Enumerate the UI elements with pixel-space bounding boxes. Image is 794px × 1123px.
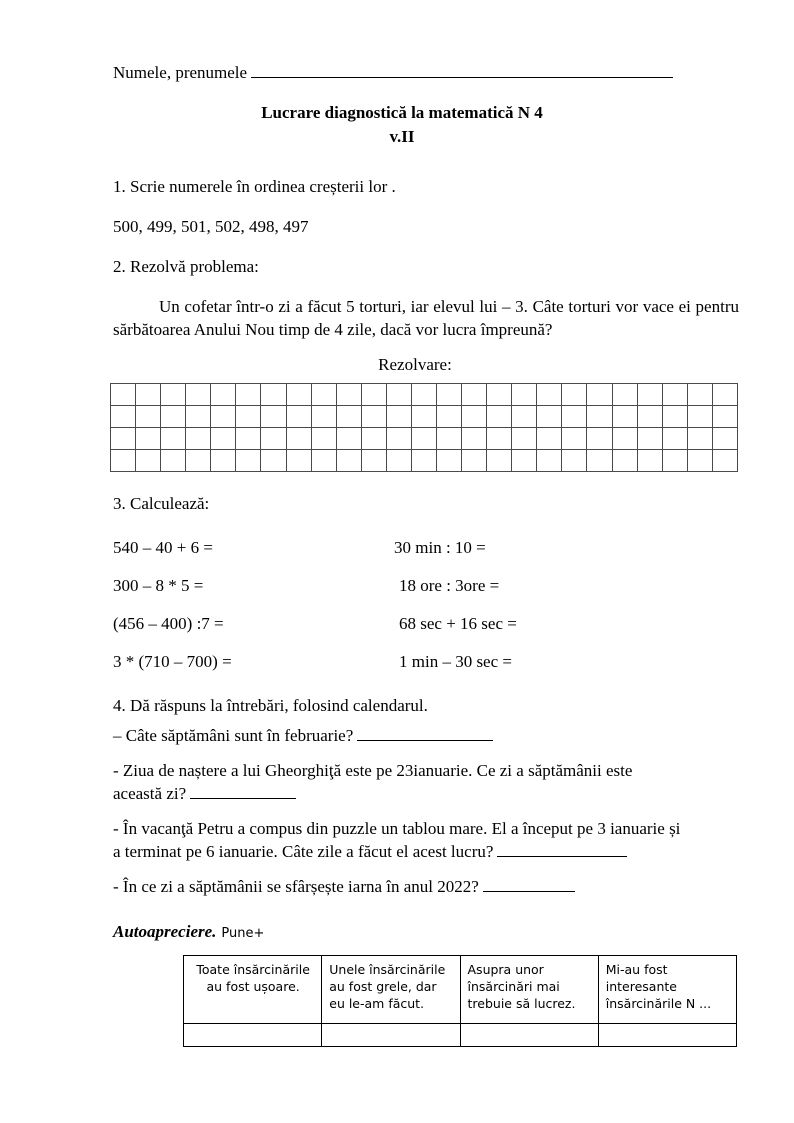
self-assessment-heading bbox=[113, 922, 739, 944]
task-4-answer-rule-1[interactable] bbox=[357, 728, 493, 741]
answer-grid-cell[interactable] bbox=[712, 450, 737, 472]
answer-grid-cell[interactable] bbox=[437, 384, 462, 406]
task-4-question-4-text: - În ce zi a săptămânii se sfârșește iarna în anul 2022? bbox=[113, 877, 479, 896]
self-assessment-table-wrapper bbox=[183, 955, 739, 1047]
answer-grid-cell[interactable] bbox=[437, 450, 462, 472]
self-assessment-option-3: Asupra unor însărcinări mai trebuie să lucrez. bbox=[460, 956, 598, 1024]
answer-grid-cell[interactable] bbox=[261, 450, 286, 472]
answer-grid-cell[interactable] bbox=[587, 450, 612, 472]
task-4-question-2-line-2 bbox=[113, 782, 739, 805]
table-row bbox=[184, 956, 737, 1024]
answer-grid-cell[interactable] bbox=[111, 406, 136, 428]
answer-grid-cell[interactable] bbox=[361, 428, 386, 450]
task-4-answer-rule-4[interactable] bbox=[483, 879, 575, 892]
answer-grid-cell[interactable] bbox=[512, 384, 537, 406]
answer-grid-cell[interactable] bbox=[386, 384, 411, 406]
answer-grid-cell[interactable] bbox=[211, 384, 236, 406]
answer-grid-cell[interactable] bbox=[462, 450, 487, 472]
answer-grid-cell[interactable] bbox=[311, 450, 336, 472]
answer-grid-cell[interactable] bbox=[161, 384, 186, 406]
answer-grid-cell[interactable] bbox=[411, 384, 436, 406]
answer-grid-cell[interactable] bbox=[637, 384, 662, 406]
answer-grid-cell[interactable] bbox=[311, 384, 336, 406]
self-assessment-option-1: Toate însărcinările au fost ușoare. bbox=[184, 956, 322, 1024]
answer-grid-cell[interactable] bbox=[712, 384, 737, 406]
calc-left-expression: 300 – 8 * 5 = bbox=[113, 576, 204, 595]
answer-grid-cell[interactable] bbox=[386, 428, 411, 450]
answer-grid-cell[interactable] bbox=[411, 406, 436, 428]
answer-grid-cell[interactable] bbox=[236, 384, 261, 406]
answer-grid-row bbox=[111, 406, 738, 428]
answer-grid-cell[interactable] bbox=[637, 450, 662, 472]
answer-grid-cell[interactable] bbox=[336, 406, 361, 428]
answer-grid-cell[interactable] bbox=[662, 406, 687, 428]
answer-grid-cell[interactable] bbox=[487, 406, 512, 428]
answer-grid-cell[interactable] bbox=[386, 450, 411, 472]
calc-left-expression: (456 – 400) :7 = bbox=[113, 614, 224, 633]
task-4-question-2 bbox=[113, 759, 739, 805]
answer-grid-cell[interactable] bbox=[587, 428, 612, 450]
answer-grid-cell[interactable] bbox=[662, 428, 687, 450]
answer-grid-cell[interactable] bbox=[462, 428, 487, 450]
task-4-question-1-text: – Câte săptămâni sunt în februarie? bbox=[113, 726, 354, 745]
answer-grid-cell[interactable] bbox=[587, 406, 612, 428]
answer-grid-cell[interactable] bbox=[136, 406, 161, 428]
answer-grid-cell[interactable] bbox=[411, 428, 436, 450]
calc-left-expression: 3 * (710 – 700) = bbox=[113, 652, 232, 671]
task-2-answer-grid[interactable] bbox=[110, 383, 738, 472]
answer-grid-cell[interactable] bbox=[336, 428, 361, 450]
answer-grid-cell[interactable] bbox=[537, 450, 562, 472]
answer-grid-cell[interactable] bbox=[186, 406, 211, 428]
answer-grid-cell[interactable] bbox=[612, 450, 637, 472]
answer-grid-cell[interactable] bbox=[361, 384, 386, 406]
calc-row bbox=[113, 574, 739, 597]
answer-grid-cell[interactable] bbox=[261, 428, 286, 450]
self-assessment-label: Autoapreciere. bbox=[113, 922, 217, 941]
answer-grid-cell[interactable] bbox=[286, 450, 311, 472]
answer-grid-cell[interactable] bbox=[311, 406, 336, 428]
task-2-answer-grid-wrapper bbox=[110, 383, 739, 472]
title-line-1: Lucrare diagnostică la matematică N 4 bbox=[261, 103, 543, 122]
answer-grid-cell[interactable] bbox=[637, 428, 662, 450]
task-1-numbers: 500, 499, 501, 502, 498, 497 bbox=[113, 217, 309, 236]
self-assessment-checkbox-cell-4[interactable] bbox=[598, 1024, 736, 1047]
answer-grid-cell[interactable] bbox=[662, 450, 687, 472]
answer-grid-cell[interactable] bbox=[136, 450, 161, 472]
calc-left-expression: 540 – 40 + 6 = bbox=[113, 538, 213, 557]
self-assessment-checkbox-cell-3[interactable] bbox=[460, 1024, 598, 1047]
task-1-prompt: 1. Scrie numerele în ordinea creșterii lor . bbox=[113, 177, 396, 196]
answer-grid-cell[interactable] bbox=[712, 428, 737, 450]
answer-grid-cell[interactable] bbox=[512, 450, 537, 472]
answer-grid-cell[interactable] bbox=[437, 428, 462, 450]
answer-grid-row bbox=[111, 428, 738, 450]
calc-right-expression: 30 min : 10 = bbox=[394, 538, 486, 557]
task-4-question-3-text-end: a terminat pe 6 ianuarie. Câte zile a făcut el acest lucru? bbox=[113, 842, 494, 861]
student-name-row bbox=[113, 62, 739, 84]
answer-grid-cell[interactable] bbox=[211, 450, 236, 472]
task-4-question-3-line-2 bbox=[113, 840, 739, 863]
answer-grid-cell[interactable] bbox=[336, 450, 361, 472]
answer-grid-cell[interactable] bbox=[211, 428, 236, 450]
task-2-rezolvare-label: Rezolvare: bbox=[378, 355, 452, 374]
answer-grid-cell[interactable] bbox=[687, 428, 712, 450]
task-4-question-2-line-1: - Ziua de naștere a lui Gheorghiţă este pe 23ianuarie. Ce zi a săptămânii este bbox=[113, 761, 633, 780]
self-assessment-option-2: Unele însărcinările au fost grele, dar eu le-am făcut. bbox=[322, 956, 460, 1024]
answer-grid-cell[interactable] bbox=[537, 384, 562, 406]
student-name-label: Numele, prenumele bbox=[113, 63, 248, 82]
answer-grid-cell[interactable] bbox=[487, 428, 512, 450]
task-4-answer-rule-3[interactable] bbox=[497, 844, 627, 857]
answer-grid-cell[interactable] bbox=[186, 450, 211, 472]
answer-grid-cell[interactable] bbox=[361, 450, 386, 472]
answer-grid-cell[interactable] bbox=[512, 428, 537, 450]
answer-grid-cell[interactable] bbox=[487, 384, 512, 406]
task-4-prompt: 4. Dă răspuns la întrebări, folosind calendarul. bbox=[113, 696, 428, 715]
answer-grid-cell[interactable] bbox=[161, 450, 186, 472]
title-line-2: v.II bbox=[389, 127, 415, 146]
answer-grid-cell[interactable] bbox=[186, 428, 211, 450]
task-4-question-4 bbox=[113, 875, 739, 898]
answer-grid-cell[interactable] bbox=[136, 384, 161, 406]
answer-grid-cell[interactable] bbox=[236, 406, 261, 428]
answer-grid-cell[interactable] bbox=[562, 406, 587, 428]
self-assessment-checkbox-cell-1[interactable] bbox=[184, 1024, 322, 1047]
self-assessment-checkbox-cell-2[interactable] bbox=[322, 1024, 460, 1047]
calc-row bbox=[113, 650, 739, 673]
answer-grid-cell[interactable] bbox=[111, 428, 136, 450]
self-assessment-table bbox=[183, 955, 737, 1047]
task-2-problem-text: Un cofetar într-o zi a făcut 5 torturi, iar elevul lui – 3. Câte torturi vor vace ei pentru sărbătoarea Anului Nou timp de 4 zile, dacă vor lucra împreună? bbox=[113, 297, 739, 339]
calc-row bbox=[113, 612, 739, 635]
answer-grid-cell[interactable] bbox=[261, 406, 286, 428]
answer-grid-cell[interactable] bbox=[462, 384, 487, 406]
answer-grid-row bbox=[111, 450, 738, 472]
table-row bbox=[184, 1024, 737, 1047]
answer-grid-row bbox=[111, 384, 738, 406]
student-name-input-rule[interactable] bbox=[251, 64, 673, 78]
answer-grid-cell[interactable] bbox=[662, 384, 687, 406]
answer-grid-cell[interactable] bbox=[286, 384, 311, 406]
answer-grid-cell[interactable] bbox=[437, 406, 462, 428]
answer-grid-cell[interactable] bbox=[537, 428, 562, 450]
answer-grid-cell[interactable] bbox=[336, 384, 361, 406]
answer-grid-cell[interactable] bbox=[261, 384, 286, 406]
answer-grid-cell[interactable] bbox=[111, 384, 136, 406]
task-3-prompt: 3. Calculează: bbox=[113, 494, 210, 513]
answer-grid-cell[interactable] bbox=[286, 406, 311, 428]
answer-grid-cell[interactable] bbox=[462, 406, 487, 428]
answer-grid-cell[interactable] bbox=[161, 406, 186, 428]
calc-right-expression: 18 ore : 3ore = bbox=[399, 576, 500, 595]
task-2-prompt: 2. Rezolvă problema: bbox=[113, 257, 259, 276]
task-4-question-2-text-end: această zi? bbox=[113, 784, 187, 803]
answer-grid-cell[interactable] bbox=[386, 406, 411, 428]
answer-grid-cell[interactable] bbox=[186, 384, 211, 406]
answer-grid-cell[interactable] bbox=[562, 384, 587, 406]
calc-right-expression: 68 sec + 16 sec = bbox=[399, 614, 517, 633]
task-4-question-3-line-1: - În vacanţă Petru a compus din puzzle un tablou mare. El a început pe 3 ianuarie și bbox=[113, 819, 681, 838]
answer-grid-cell[interactable] bbox=[236, 450, 261, 472]
answer-grid-cell[interactable] bbox=[687, 406, 712, 428]
answer-grid-cell[interactable] bbox=[587, 384, 612, 406]
calc-right-expression: 1 min – 30 sec = bbox=[399, 652, 512, 671]
answer-grid-cell[interactable] bbox=[537, 406, 562, 428]
answer-grid-cell[interactable] bbox=[687, 450, 712, 472]
answer-grid-cell[interactable] bbox=[512, 406, 537, 428]
task-4-question-1 bbox=[113, 724, 739, 747]
self-assessment-note: Pune+ bbox=[221, 926, 265, 941]
answer-grid-cell[interactable] bbox=[612, 428, 637, 450]
answer-grid-cell[interactable] bbox=[612, 406, 637, 428]
answer-grid-cell[interactable] bbox=[487, 450, 512, 472]
answer-grid-cell[interactable] bbox=[712, 406, 737, 428]
answer-grid-cell[interactable] bbox=[111, 450, 136, 472]
answer-grid-cell[interactable] bbox=[411, 450, 436, 472]
document-content bbox=[113, 62, 739, 1047]
document-title bbox=[113, 101, 739, 149]
answer-grid-cell[interactable] bbox=[211, 406, 236, 428]
calc-row bbox=[113, 536, 739, 559]
answer-grid-cell[interactable] bbox=[687, 384, 712, 406]
answer-grid-cell[interactable] bbox=[562, 428, 587, 450]
task-4-question-3 bbox=[113, 817, 739, 863]
self-assessment-option-4: Mi-au fost interesante însărcinările N ... bbox=[598, 956, 736, 1024]
answer-grid-cell[interactable] bbox=[236, 428, 261, 450]
answer-grid-cell[interactable] bbox=[637, 406, 662, 428]
task-3-calculations bbox=[113, 536, 739, 673]
answer-grid-cell[interactable] bbox=[286, 428, 311, 450]
answer-grid-cell[interactable] bbox=[562, 450, 587, 472]
task-4-answer-rule-2[interactable] bbox=[190, 786, 296, 799]
answer-grid-cell[interactable] bbox=[612, 384, 637, 406]
answer-grid-cell[interactable] bbox=[311, 428, 336, 450]
answer-grid-cell[interactable] bbox=[136, 428, 161, 450]
answer-grid-cell[interactable] bbox=[361, 406, 386, 428]
answer-grid-cell[interactable] bbox=[161, 428, 186, 450]
